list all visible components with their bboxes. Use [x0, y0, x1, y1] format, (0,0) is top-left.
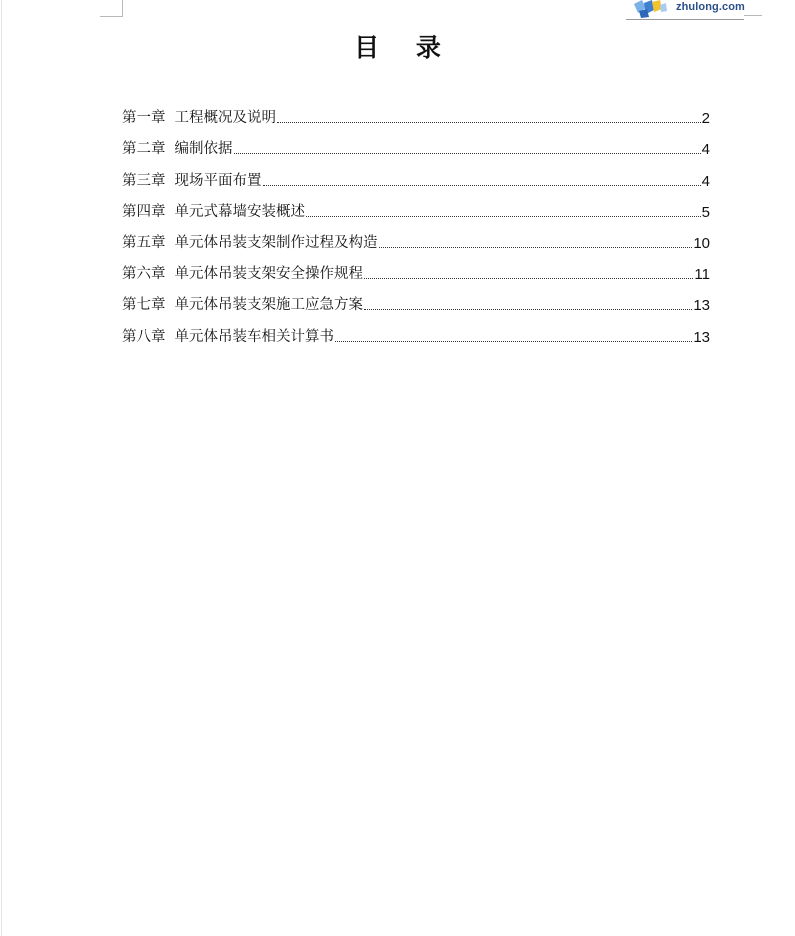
toc-entry[interactable]: [122, 127, 710, 158]
toc-chapter-number: 第二章: [122, 141, 166, 158]
toc-chapter-number: 第一章: [122, 110, 166, 127]
toc-dot-leader: [364, 309, 692, 310]
toc-chapter-title: 现场平面布置: [174, 172, 262, 189]
toc-dot-leader: [306, 216, 701, 217]
toc-entry[interactable]: [122, 221, 710, 252]
toc-page-number: 13: [693, 297, 710, 315]
toc-chapter-number: 第八章: [122, 328, 166, 345]
toc-dot-leader: [277, 122, 701, 123]
logo-text: zhulong.com: [676, 1, 745, 13]
toc-chapter-title: 单元体吊装支架制作过程及构造: [174, 234, 378, 251]
toc-chapter-title: 单元式幕墙安装概述: [174, 203, 305, 220]
toc-dot-leader: [234, 153, 701, 154]
toc-page-number: 10: [693, 234, 710, 252]
toc-chapter-title: 单元体吊装车相关计算书: [174, 328, 334, 345]
toc-chapter-number: 第三章: [122, 172, 166, 189]
toc-page-number: 4: [701, 172, 710, 190]
toc-entry[interactable]: [122, 252, 710, 283]
crop-mark-vertical: [122, 0, 123, 17]
toc-chapter-number: 第七章: [122, 297, 166, 314]
header-logo: [630, 0, 750, 18]
toc-entry[interactable]: [122, 190, 710, 221]
toc-entry[interactable]: [122, 283, 710, 314]
toc-chapter-title: 单元体吊装支架安全操作规程: [174, 266, 363, 283]
toc-chapter-title: 单元体吊装支架施工应急方案: [174, 297, 363, 314]
toc-chapter-number: 第五章: [122, 234, 166, 251]
zhulong-logo-icon: [630, 0, 674, 18]
toc-chapter-title: 编制依据: [174, 141, 233, 158]
header-rule: [626, 19, 744, 20]
header-rule-extension: [744, 15, 762, 16]
toc-entry[interactable]: [122, 96, 710, 127]
toc-dot-leader: [263, 185, 701, 186]
toc-dot-leader: [379, 247, 693, 248]
toc-chapter-title: 工程概况及说明: [174, 110, 276, 127]
page-title: 目 录: [354, 33, 455, 62]
toc-page-number: 4: [701, 141, 710, 159]
toc-dot-leader: [364, 278, 693, 279]
toc-entry[interactable]: [122, 158, 710, 189]
toc-chapter-number: 第四章: [122, 203, 166, 220]
toc-page-number: 13: [693, 328, 710, 346]
toc-page-number: 2: [701, 110, 710, 128]
toc-page-number: 11: [694, 266, 710, 284]
table-of-contents: [122, 96, 710, 346]
crop-mark-horizontal: [100, 16, 122, 17]
toc-entry[interactable]: [122, 314, 710, 345]
toc-chapter-number: 第六章: [122, 266, 166, 283]
toc-dot-leader: [335, 341, 692, 342]
page-edge: [1, 0, 2, 936]
toc-page-number: 5: [701, 203, 710, 221]
